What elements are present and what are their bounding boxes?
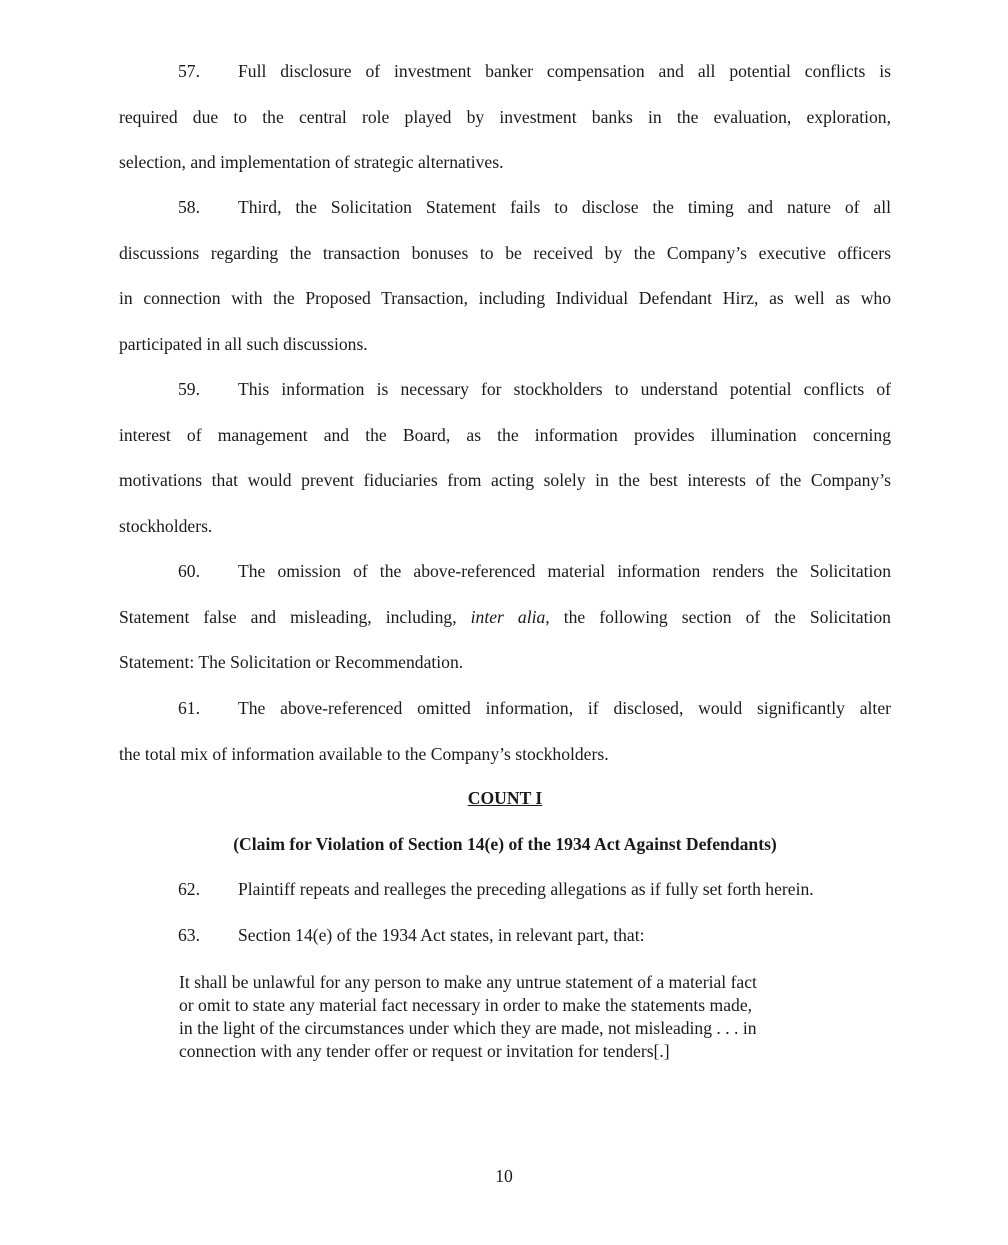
- count-subheading: (Claim for Violation of Section 14(e) of the 1934 Act Against Defendants): [233, 834, 777, 854]
- paragraph-number: 58.: [178, 197, 200, 217]
- paragraph-number: 57.: [178, 61, 200, 81]
- paragraph-number: 63.: [178, 925, 200, 945]
- paragraph-61: 61. The above-referenced omitted information, if disclosed, would significantly alter the total mix of information available to the Company’s stockholders.: [119, 686, 891, 777]
- paragraph-number: 62.: [178, 879, 200, 899]
- paragraph-57: 57. Full disclosure of investment banker compensation and all potential conflicts is required due to the central role played by investment banks in the evaluation, exploration, selection, and implementation of strategic alternatives.: [119, 49, 891, 186]
- paragraph-62: 62. Plaintiff repeats and realleges the preceding allegations as if fully set forth herein.: [119, 867, 891, 913]
- paragraph-58: 58. Third, the Solicitation Statement fails to disclose the timing and nature of all discussions regarding the transaction bonuses to be received by the Company’s executive officers in connection with the Proposed Transaction, including Individual Defendant Hirz, as well as who participated in all such discussions.: [119, 185, 891, 367]
- paragraph-59: 59. This information is necessary for stockholders to understand potential conflicts of interest of management and the Board, as the information provides illumination concerning motivations that would prevent fiduciaries from acting solely in the best interests of the Company’s stockholders.: [119, 367, 891, 549]
- count-heading: COUNT I: [467, 788, 543, 808]
- paragraph-number: 59.: [178, 379, 200, 399]
- page-number: 10: [495, 1166, 513, 1186]
- paragraph-60: 60. The omission of the above-referenced material information renders the Solicitation Statement false and misleading, including, inter alia, the following section of the Solicitation Statement: The Solicitation or Recommendation.: [119, 549, 891, 686]
- paragraph-number: 61.: [178, 698, 200, 718]
- italic-phrase: inter alia,: [470, 606, 550, 627]
- paragraph-63: 63. Section 14(e) of the 1934 Act states, in relevant part, that:: [119, 913, 891, 959]
- paragraph-number: 60.: [178, 561, 200, 581]
- block-quote: It shall be unlawful for any person to make any untrue statement of a material fact or omit to state any material fact necessary in order to make the statements made, in the light of the circumstances under which they are made, not misleading . . . in connection with any tender offer or request or invitation for tenders[.]: [179, 972, 757, 1061]
